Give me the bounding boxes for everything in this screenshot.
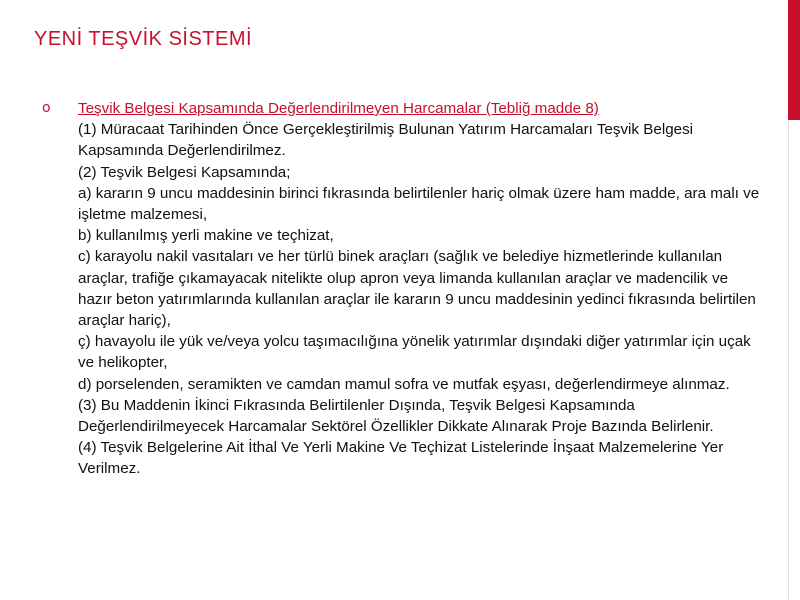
accent-bar [788, 0, 800, 120]
heading-link[interactable]: Teşvik Belgesi Kapsamında Değerlendirilmeyen Harcamalar (Tebliğ madde 8) [78, 100, 599, 117]
item-a: a) kararın 9 uncu maddesinin birinci fıkrasında belirtilenler hariç olmak üzere ham madde, ara malı ve işletme malzemesi, [78, 184, 760, 224]
slide-title: YENİ TEŞVİK SİSTEMİ [34, 28, 253, 50]
item-d: d) porselenden, seramikten ve camdan mamul sofra ve mutfak eşyası, değerlendirmeye alınmaz. [78, 375, 730, 393]
item-c: c) karayolu nakil vasıtaları ve her türlü binek araçları (sağlık ve belediye hizmetlerinde kullanılan araçlar, trafiğe çıkamayacak nitelikte olup apron veya limanda kullanılan araçlar ve madencilik ve hazır beton yatırımlarında kullanılan araçlar ile kararın 9 uncu maddesinin yedinci fıkrasında belirtilen araçlar hariç), [78, 248, 756, 330]
item-c-cedilla: ç) havayolu ile yük ve/veya yolcu taşımacılığına yönelik yatırımlar dışındaki diğer yatırımlar için uçak ve helikopter, [78, 333, 751, 372]
paragraph-4: (4) Teşvik Belgelerine Ait İthal Ve Yerli Makine Ve Teçhizat Listelerinde İnşaat Malzemelerine Yer Verilmez. [78, 439, 724, 478]
bullet-item [42, 98, 762, 480]
paragraph-3: (3) Bu Maddenin İkinci Fıkrasında Belirtilenler Dışında, Teşvik Belgesi Kapsamında Değerlendirilmeyecek Harcamalar Sektörel Özellikler Dikkate Alınarak Proje Bazında Belirlenir. [78, 396, 714, 436]
slide-content [42, 98, 762, 480]
bullet-text [78, 98, 762, 480]
bullet-circle-icon: o [42, 100, 51, 116]
paragraph-1: (1) Müracaat Tarihinden Önce Gerçekleştirilmiş Bulunan Yatırım Harcamaları Teşvik Belgesi Kapsamında Değerlendirilmez. [78, 121, 694, 160]
item-b: b) kullanılmış yerli makine ve teçhizat, [78, 227, 334, 245]
paragraph-2: (2) Teşvik Belgesi Kapsamında; [78, 163, 291, 181]
